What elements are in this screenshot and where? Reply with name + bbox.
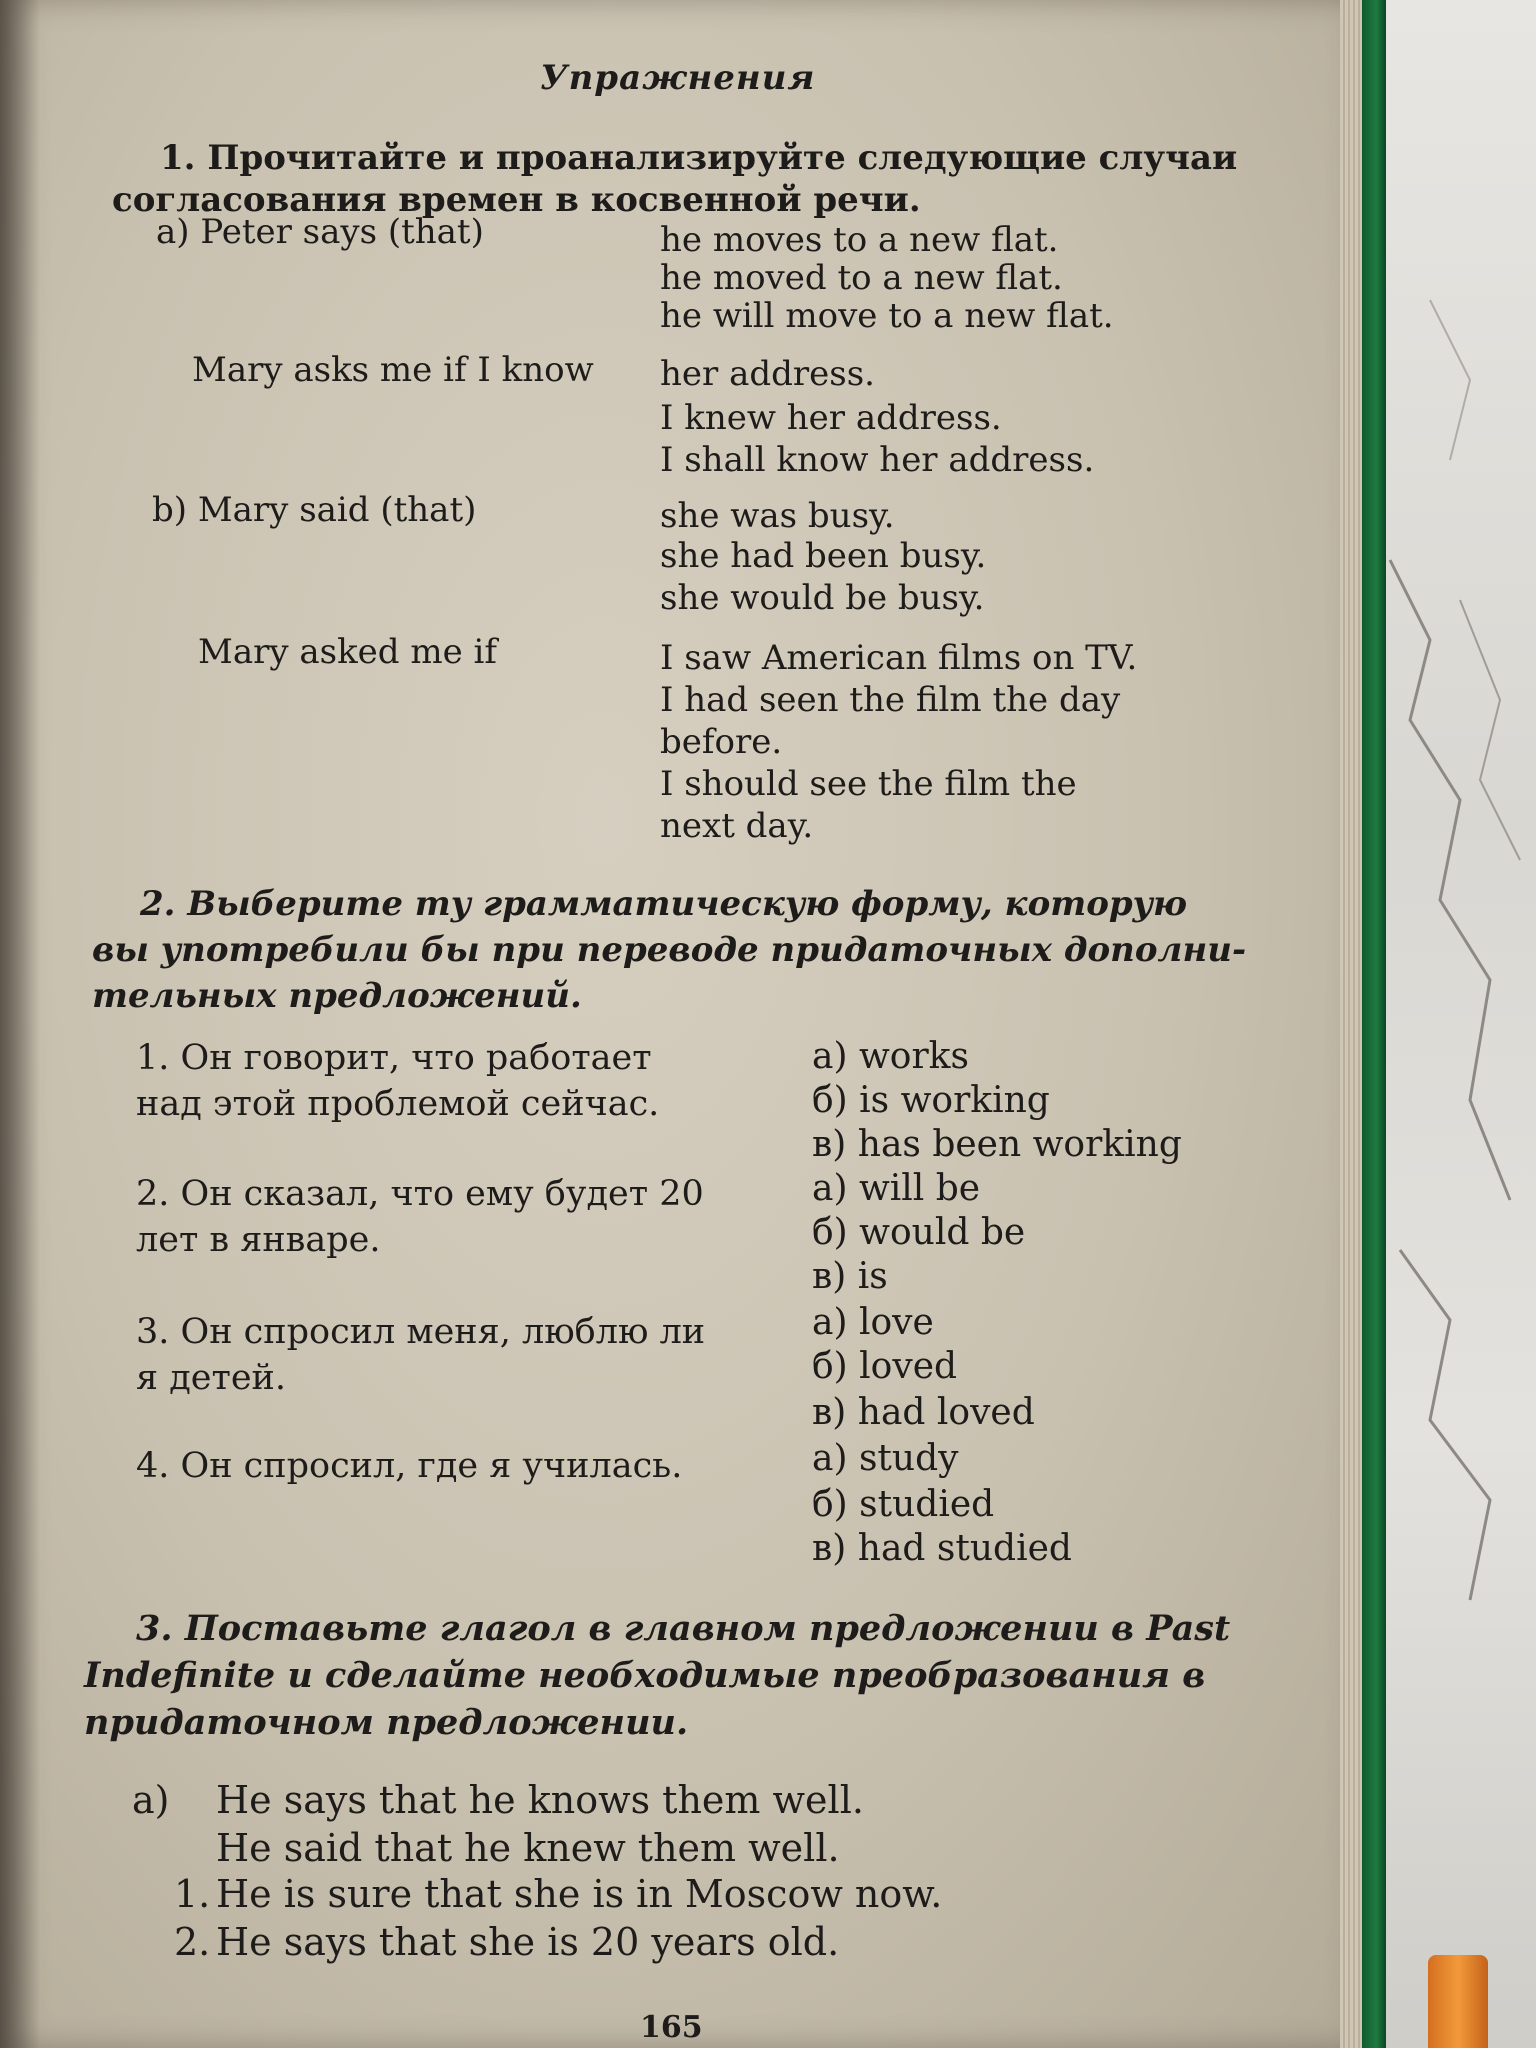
page-heading: Упражнения: [540, 58, 816, 98]
marble-surface: [1370, 0, 1536, 2048]
orange-pencil: [1428, 1955, 1488, 2048]
exercise-2-question: 1. Он говорит, что работает: [136, 1038, 652, 1078]
exercise-1-line: she had been busy.: [660, 536, 987, 576]
exercise-2-option: а) love: [812, 1302, 934, 1343]
exercise-2-option: б) loved: [812, 1346, 958, 1387]
exercise-1-instruction: 1. Прочитайте и проанализируйте следующие случаи: [160, 138, 1238, 178]
exercise-1-line: I knew her address.: [660, 398, 1002, 438]
exercise-2-question: 4. Он спросил, где я училась.: [136, 1446, 683, 1486]
exercise-2-option: б) studied: [812, 1484, 995, 1525]
page-number: 165: [640, 2010, 703, 2045]
exercise-3-example: He says that he knows them well.: [216, 1778, 864, 1822]
exercise-2-option: в) has been working: [812, 1124, 1182, 1165]
exercise-1-line: I had seen the film the day: [660, 680, 1121, 720]
exercise-1-line: before.: [660, 722, 783, 762]
exercise-3-task: He says that she is 20 years old.: [216, 1920, 840, 1964]
exercise-2-option: б) is working: [812, 1080, 1050, 1121]
exercise-3-example-label: a): [132, 1778, 170, 1822]
exercise-1-label: Mary asks me if I know: [192, 350, 594, 390]
exercise-1-line: I shall know her address.: [660, 440, 1095, 480]
exercise-2-option: а) study: [812, 1438, 959, 1479]
exercise-2-option: б) would be: [812, 1212, 1026, 1253]
exercise-2-instruction: тельных предложений.: [92, 976, 582, 1016]
exercise-3-instruction: 3. Поставьте глагол в главном предложении в Past: [136, 1608, 1231, 1649]
exercise-1-label: Mary asked me if: [198, 632, 497, 672]
green-book-cover-edge: [1362, 0, 1386, 2048]
exercise-2-question: я детей.: [136, 1358, 286, 1398]
exercise-3-task: He is sure that she is in Moscow now.: [216, 1872, 943, 1916]
exercise-3-instruction: придаточном предложении.: [84, 1702, 689, 1743]
exercise-2-question: лет в январе.: [136, 1220, 381, 1260]
exercise-1-line: I saw American films on TV.: [660, 638, 1138, 678]
exercise-1-line: her address.: [660, 354, 875, 394]
exercise-1-line: he will move to a new flat.: [660, 296, 1114, 336]
exercise-3-example: He said that he knew them well.: [216, 1826, 840, 1870]
gutter-shadow: [0, 0, 40, 2048]
exercise-1-line: I should see the film the: [660, 764, 1077, 804]
exercise-3-task-number: 2.: [174, 1920, 211, 1964]
exercise-3-task-number: 1.: [174, 1872, 211, 1916]
exercise-1-line: she was busy.: [660, 496, 895, 536]
exercise-1-instruction: согласования времен в косвенной речи.: [112, 180, 921, 220]
exercise-1-label: a) Peter says (that): [156, 212, 484, 252]
exercise-1-line: he moved to a new flat.: [660, 258, 1063, 298]
exercise-2-option: в) had loved: [812, 1392, 1035, 1433]
exercise-2-option: в) is: [812, 1256, 888, 1297]
exercise-2-option: а) will be: [812, 1168, 981, 1209]
exercise-1-line: she would be busy.: [660, 578, 985, 618]
exercise-2-question: 2. Он сказал, что ему будет 20: [136, 1174, 704, 1214]
exercise-1-line: he moves to a new flat.: [660, 220, 1059, 260]
exercise-2-instruction: вы употребили бы при переводе придаточных дополни-: [92, 930, 1247, 970]
exercise-3-instruction: Indefinite и сделайте необходимые преобразования в: [84, 1655, 1206, 1696]
exercise-1-line: next day.: [660, 806, 814, 846]
exercise-2-question: 3. Он спросил меня, люблю ли: [136, 1312, 706, 1352]
exercise-2-option: а) works: [812, 1036, 969, 1077]
exercise-2-question: над этой проблемой сейчас.: [136, 1084, 660, 1124]
exercise-2-option: в) had studied: [812, 1528, 1072, 1569]
exercise-1-label: b) Mary said (that): [152, 490, 477, 530]
marble-veins: [1370, 0, 1536, 2048]
exercise-2-instruction: 2. Выберите ту грамматическую форму, которую: [140, 884, 1188, 924]
